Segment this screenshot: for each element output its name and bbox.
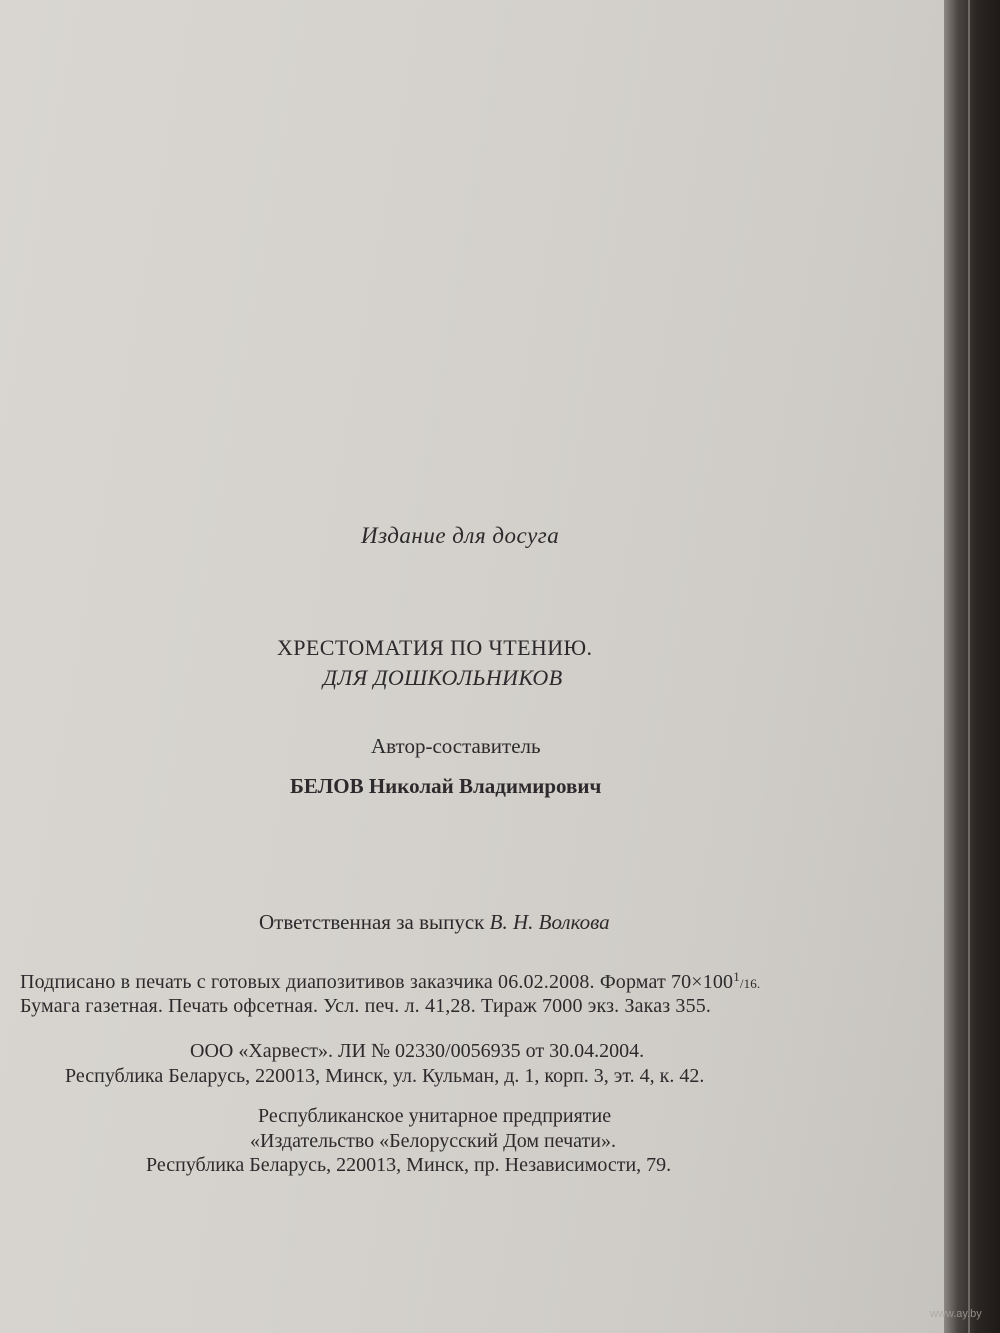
author-name: БЕЛОВ Николай Владимирович bbox=[290, 774, 602, 798]
book-binding-edge bbox=[944, 0, 1000, 1333]
publisher-line-1: ООО «Харвест». ЛИ № 02330/0056935 от 30.04.2004. bbox=[190, 1040, 645, 1062]
editor-label: Ответственная за выпуск bbox=[259, 910, 485, 934]
print-info-line-2: Бумага газетная. Печать офсетная. Усл. печ. л. 41,28. Тираж 7000 экз. Заказ 355. bbox=[20, 995, 712, 1017]
format-fraction-denominator: /16. bbox=[739, 976, 761, 991]
publisher-line-2: Республика Беларусь, 220013, Минск, ул. Кульман, д. 1, корп. 3, эт. 4, к. 42. bbox=[65, 1065, 705, 1087]
book-subtitle: ДЛЯ ДОШКОЛЬНИКОВ bbox=[323, 665, 563, 690]
print-info-text: Подписано в печать с готовых диапозитивов заказчика 06.02.2008. Формат 70×100 bbox=[20, 971, 734, 993]
genre-note: Издание для досуга bbox=[361, 523, 560, 548]
print-info-line-1 bbox=[20, 970, 760, 992]
printer-line-3: Республика Беларусь, 220013, Минск, пр. Независимости, 79. bbox=[146, 1154, 672, 1176]
printer-line-1: Республиканское унитарное предприятие bbox=[258, 1105, 612, 1127]
site-watermark: www.ay.by bbox=[930, 1308, 982, 1320]
author-role: Автор-составитель bbox=[371, 734, 541, 758]
book-title: ХРЕСТОМАТИЯ ПО ЧТЕНИЮ. bbox=[277, 635, 593, 660]
editor-name: В. Н. Волкова bbox=[489, 910, 610, 934]
editor-line bbox=[259, 912, 610, 933]
printer-line-2: «Издательство «Белорусский Дом печати». bbox=[250, 1130, 616, 1152]
page-edge-line bbox=[968, 0, 970, 1333]
format-fraction-numerator: 1 bbox=[733, 969, 740, 984]
